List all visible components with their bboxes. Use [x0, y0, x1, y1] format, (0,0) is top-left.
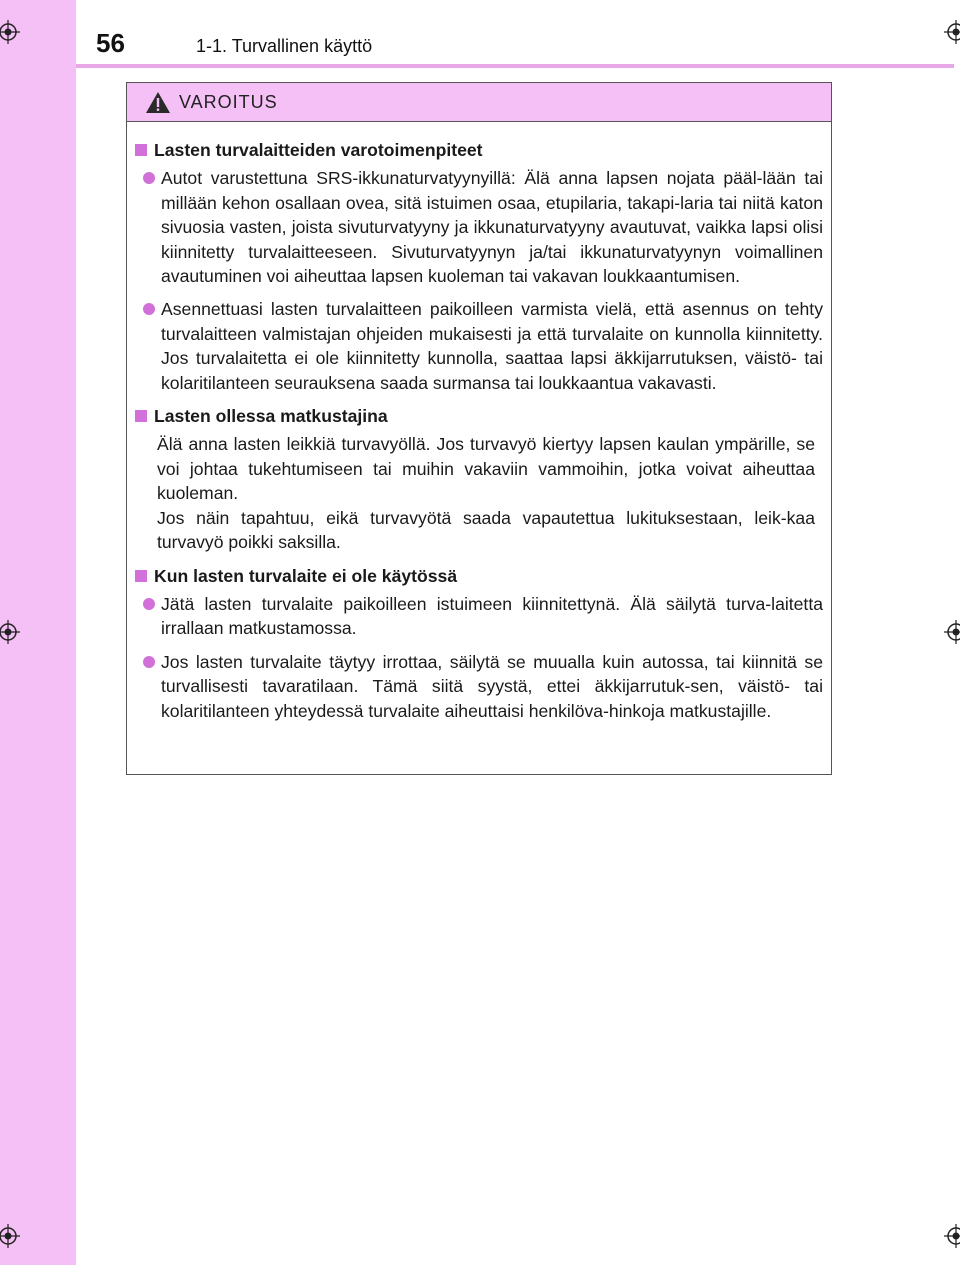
- section-title: 1-1. Turvallinen käyttö: [196, 36, 373, 56]
- round-bullet-icon: [143, 172, 155, 184]
- header-rule: [76, 64, 954, 68]
- list-item: [143, 650, 823, 723]
- section-heading: [135, 404, 823, 428]
- registration-mark-icon: [944, 620, 960, 644]
- warning-header: [127, 83, 831, 122]
- list-item-text: Asennettuasi lasten turvalaitteen paikoilleen varmista vielä, että asennus on tehty turvalaitteen valmistajan ohjeiden mukaisesti ja että turvalaite on kunnolla kiinnitetty. Jos turvalaitetta ei ole kiinnitetty kunnolla, saattaa lapsi äkkijarrutuksen, väistö- tai kolaritilanteen seurauksena saada surmansa tai loukkaantua vakavasti.: [161, 299, 823, 393]
- section-heading: [135, 138, 823, 162]
- heading-text: Lasten ollessa matkustajina: [154, 406, 388, 427]
- page-number: 56: [96, 28, 125, 58]
- heading-text: Lasten turvalaitteiden varotoimenpiteet: [154, 140, 483, 160]
- heading-text: Kun lasten turvalaite ei ole käytössä: [154, 565, 458, 586]
- registration-mark-icon: [0, 20, 20, 44]
- round-bullet-icon: [143, 303, 155, 315]
- list-item: [143, 166, 823, 288]
- square-bullet-icon: [135, 144, 147, 156]
- list-item: [143, 297, 823, 395]
- list-item-text: Jätä lasten turvalaite paikoilleen istuimeen kiinnitettynä. Älä säilytä turva-laitetta irrallaan matkustamossa.: [161, 593, 823, 639]
- registration-mark-icon: [944, 20, 960, 44]
- square-bullet-icon: [135, 410, 147, 422]
- list-item-text: Jos lasten turvalaite täytyy irrottaa, säilytä se muualla kuin autossa, tai kiinnitä se turvallisesti tavaratilaan. Tämä siitä syystä, ettei äkkijarrutuk-sen, väistö- tai kolaritilanteen yhteydessä turvalaite aiheuttaisi henkilöva-hinkoja matkustajille.: [161, 651, 823, 721]
- warning-body: [127, 122, 831, 723]
- registration-mark-icon: [0, 620, 20, 644]
- warning-triangle-icon: [145, 91, 171, 114]
- square-bullet-icon: [135, 570, 147, 582]
- registration-mark-icon: [944, 1224, 960, 1248]
- list-item: [143, 592, 823, 641]
- section-heading: [135, 564, 823, 588]
- paragraph: Älä anna lasten leikkiä turvavyöllä. Jos turvavyö kiertyy lapsen kaulan ympärille, se voi johtaa tukehtumiseen tai muihin vakaviin vammoihin, jotka voivat aiheuttaa kuoleman.: [157, 434, 815, 504]
- warning-title: VAROITUS: [179, 91, 278, 112]
- round-bullet-icon: [143, 656, 155, 668]
- paragraph: Jos näin tapahtuu, eikä turvavyötä saada vapautettua lukituksestaan, leik-kaa turvavyö poikki saksilla.: [157, 507, 815, 553]
- warning-box: [126, 82, 832, 775]
- registration-mark-icon: [0, 1224, 20, 1248]
- round-bullet-icon: [143, 598, 155, 610]
- list-item-text: Autot varustettuna SRS-ikkunaturvatyynyillä: Älä anna lapsen nojata pääl-lään tai millään kehon osallaan ovea, sitä istuimen osaa, etupilaria, takapi-laria tai niitä katon sivuosia vasten, joista sivuturvatyyny ja ikkunaturvatyyny avautuvat, vaikka lapsi olisi kiinnitetty turvalaitteeseen. Sivuturvatyynyn ja/tai ikkunaturvatyynyn voimallinen avautuminen voi aiheuttaa lapsen kuoleman tai vakavan loukkaantumisen.: [161, 168, 823, 287]
